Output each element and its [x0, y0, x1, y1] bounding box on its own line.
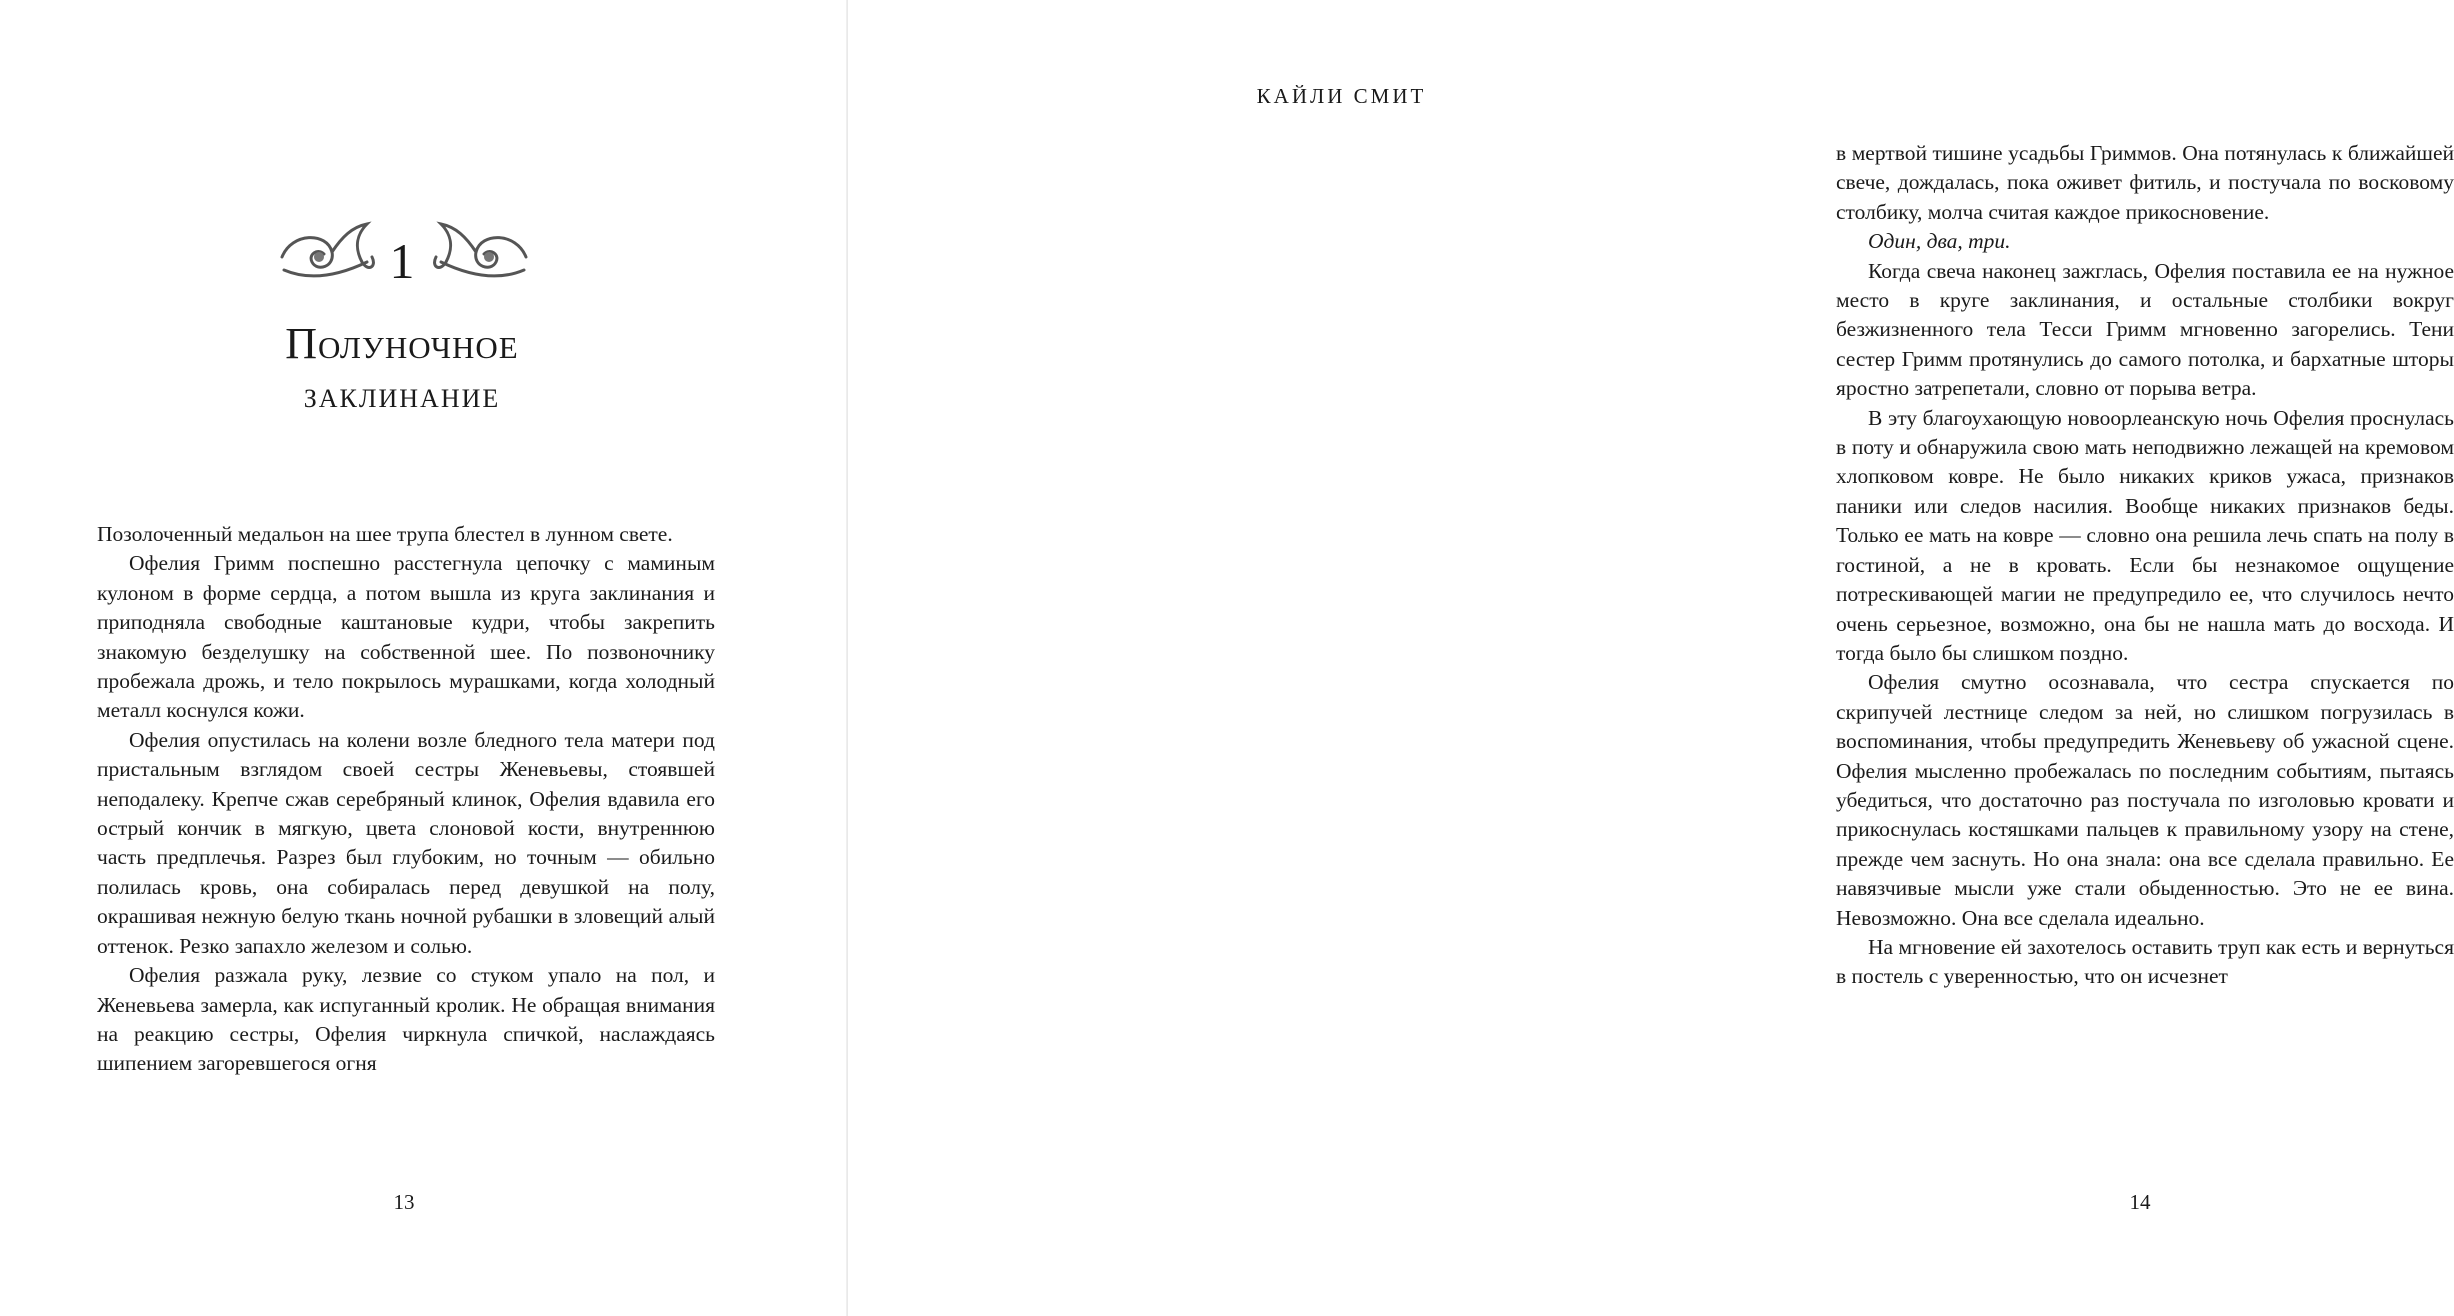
paragraph: В эту благоухающую новоорлеанскую ночь Офелия проснулась в поту и обнаружила свою мать неподвижно лежащей на кремовом хлопковом ковре. Не было никаких криков ужаса, признаков паники или следов насилия. Вообще никаких признаков беды. Только ее мать на ковре — словно она решила лечь спать на полу в гостиной, а не в кровать. Если бы незнакомое ощущение потрескивающей магии не предупредило ее, что случилось нечто очень серьезное, возможно, она бы не нашла мать до восхода. И тогда было бы слишком поздно. — [1836, 405, 2454, 665]
chapter-number: 1 — [389, 233, 415, 289]
paragraph: На мгновение ей захотелось оставить труп как есть и вернуться в постель с уверенностью, что он исчезнет — [1836, 934, 2454, 989]
page-number: 14 — [2129, 1190, 2151, 1214]
right-body-text — [1836, 139, 2454, 992]
left-page — [0, 0, 847, 1316]
paragraph-italic: Один, два, три. — [1868, 229, 2011, 254]
paragraph: Офелия разжала руку, лезвие со стуком упало на пол, и Женевьева замерла, как испуганный кролик. Не обращая внимания на реакцию сестры, Офелия чиркнула спичкой, наслаждаясь шипением загоревшегося огня — [97, 963, 715, 1076]
page-number: 13 — [393, 1190, 415, 1214]
paragraph: Офелия смутно осознавала, что сестра спускается по скрипучей лестнице следом за ней, но слишком погрузилась в воспоминания, чтобы предупредить Женевьеву об ужасной сцене. Офелия мысленно пробежалась по последним событиям, пытаясь убедиться, что достаточно раз постучала по изголовью кровати и прикоснулась костяшками пальцев к правильному узору на стене, прежде чем заснуть. Но она знала: она все сделала правильно. Ее навязчивые мысли уже стали обыденностью. Это не ее вина. Невозможно. Она все сделала идеально. — [1836, 670, 2454, 930]
paragraph: Офелия Гримм поспешно расстегнула цепочку с маминым кулоном в форме сердца, а потом вышла из круга заклинания и приподняла свободные каштановые кудри, чтобы закрепить знакомую безделушку на собственной шее. По позвоночнику пробежала дрожь, и тело покрылось мурашками, когда холодный металл коснулся кожи. — [97, 551, 715, 723]
paragraph: в мертвой тишине усадьбы Гриммов. Она потянулась к ближайшей свече, дождалась, пока оживет фитиль, и постучала по восковому столбику, молча считая каждое прикосновение. — [1836, 141, 2454, 224]
running-head: КАЙЛИ СМИТ — [1256, 84, 1427, 108]
paragraph: Офелия опустилась на колени возле бледного тела матери под пристальным взглядом своей сестры Женевьевы, стоявшей неподалеку. Крепче сжав серебряный клинок, Офелия вдавила его острый кончик в мягкую, цвета слоновой кости, внутреннюю часть предплечья. Разрез был глубоким, но точным — обильно полилась кровь, она собиралась перед девушкой на полу, окрашивая нежную белую ткань ночной рубашки в зловещий алый оттенок. Резко запахло железом и солью. — [97, 727, 715, 958]
chapter-title-line1: Полуночное — [285, 319, 519, 368]
left-body-text — [97, 520, 715, 1079]
chapter-title — [0, 316, 804, 420]
right-page — [848, 0, 2454, 1316]
paragraph: Когда свеча наконец зажглась, Офелия поставила ее на нужное место в круге заклинания, и остальные столбики вокруг безжизненного тела Тесси Гримм мгновенно загорелись. Тени сестер Гримм протянулись до самого потолка, и бархатные шторы яростно затрепетали, словно от порыва ветра. — [1836, 258, 2454, 401]
chapter-title-line2: заклинание — [303, 375, 501, 416]
paragraph: Позолоченный медальон на шее трупа блестел в лунном свете. — [97, 522, 673, 546]
